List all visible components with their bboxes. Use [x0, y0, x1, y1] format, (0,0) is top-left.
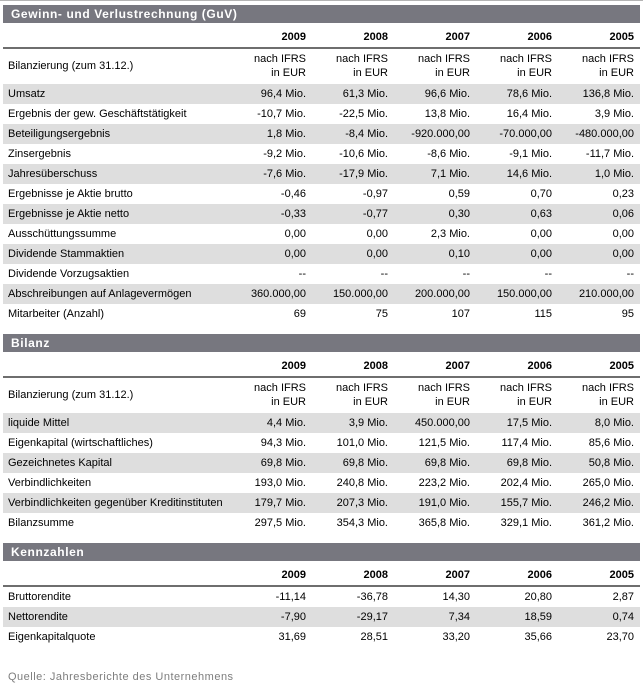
table-row [3, 104, 640, 124]
cell-value: -- [298, 268, 306, 280]
bilanz-table [3, 352, 640, 533]
cell-value: 28,51 [360, 631, 388, 643]
cell-value: 2,3 Mio. [430, 228, 470, 240]
cell-value: -9,1 Mio. [509, 148, 552, 160]
cell-value: 0,00 [366, 248, 388, 260]
cell-value: 0,70 [530, 188, 552, 200]
table-row [3, 586, 640, 607]
accounting-currency: in EUR [599, 67, 634, 79]
cell-value: 136,8 Mio. [582, 88, 634, 100]
cell-value: 8,0 Mio. [594, 417, 634, 429]
cell-value: 69,8 Mio. [506, 457, 552, 469]
row-label: Bruttorendite [8, 591, 71, 603]
row-label: liquide Mittel [8, 417, 70, 429]
section-title-bar-bilanz [3, 334, 640, 352]
cell-value: 95 [621, 308, 634, 320]
cell-value: 78,6 Mio. [506, 88, 552, 100]
cell-value: 329,1 Mio. [500, 517, 552, 529]
table-row [3, 513, 640, 533]
source-note: Quelle: Jahresberichte des Unternehmens [8, 671, 234, 683]
table-row [3, 84, 640, 104]
cell-value: 107 [451, 308, 470, 320]
table-row [3, 453, 640, 473]
row-label: Umsatz [8, 88, 46, 100]
row-label: Mitarbeiter (Anzahl) [8, 308, 104, 320]
cell-value: -0,97 [362, 188, 388, 200]
accounting-value [230, 377, 312, 413]
accounting-value [312, 48, 394, 84]
cell-value: 69,8 Mio. [342, 457, 388, 469]
cell-value: 155,7 Mio. [500, 497, 552, 509]
cell-value: 0,30 [448, 208, 470, 220]
year-header: 2005 [558, 352, 640, 377]
accounting-standard: nach IFRS [418, 382, 470, 394]
cell-value: 265,0 Mio. [582, 477, 634, 489]
table-row [3, 164, 640, 184]
row-label: Ausschüttungssumme [8, 228, 117, 240]
accounting-currency: in EUR [435, 67, 470, 79]
table-row [3, 493, 640, 513]
cell-value: -- [462, 268, 470, 280]
cell-value: 0,74 [612, 611, 634, 623]
table-row [3, 224, 640, 244]
year-header-row [3, 561, 640, 586]
cell-value: 0,00 [284, 228, 306, 240]
table-row [3, 184, 640, 204]
cell-value: -36,78 [356, 591, 388, 603]
cell-value: 0,00 [612, 248, 634, 260]
row-label: Jahresüberschuss [8, 168, 98, 180]
accounting-value [230, 48, 312, 84]
cell-value: 202,4 Mio. [500, 477, 552, 489]
row-label: Ergebnis der gew. Geschäftstätigkeit [8, 108, 187, 120]
cell-value: 101,0 Mio. [336, 437, 388, 449]
year-header: 2005 [558, 23, 640, 48]
cell-value: 0,00 [530, 228, 552, 240]
cell-value: 354,3 Mio. [336, 517, 388, 529]
cell-value: -11,7 Mio. [585, 148, 634, 160]
cell-value: 69 [293, 308, 306, 320]
accounting-standard: nach IFRS [254, 53, 306, 65]
cell-value: 18,59 [524, 611, 552, 623]
year-header: 2005 [558, 561, 640, 586]
cell-value: 50,8 Mio. [588, 457, 634, 469]
cell-value: -0,46 [280, 188, 306, 200]
accounting-currency: in EUR [353, 396, 388, 408]
section-guv [3, 5, 640, 324]
row-label: Bilanzierung (zum 31.12.) [8, 389, 134, 401]
label-column-header [3, 23, 230, 48]
cell-value: 14,30 [442, 591, 470, 603]
kennzahlen-table [3, 561, 640, 647]
cell-value: 179,7 Mio. [254, 497, 306, 509]
cell-value: 121,5 Mio. [418, 437, 470, 449]
cell-value: 297,5 Mio. [254, 517, 306, 529]
table-row [3, 627, 640, 647]
cell-value: 3,9 Mio. [348, 417, 388, 429]
table-row [3, 244, 640, 264]
cell-value: -8,6 Mio. [427, 148, 470, 160]
table-row [3, 607, 640, 627]
cell-value: 14,6 Mio. [506, 168, 552, 180]
year-header: 2007 [394, 561, 476, 586]
year-header: 2008 [312, 352, 394, 377]
year-header: 2008 [312, 23, 394, 48]
cell-value: 207,3 Mio. [336, 497, 388, 509]
year-header: 2006 [476, 23, 558, 48]
table-row [3, 124, 640, 144]
year-header: 2009 [230, 352, 312, 377]
cell-value: 69,8 Mio. [260, 457, 306, 469]
row-label: Dividende Vorzugsaktien [8, 268, 130, 280]
accounting-currency: in EUR [517, 396, 552, 408]
accounting-standard: nach IFRS [500, 53, 552, 65]
cell-value: -7,6 Mio. [263, 168, 306, 180]
cell-value: 2,87 [612, 591, 634, 603]
cell-value: 0,00 [612, 228, 634, 240]
cell-value: 240,8 Mio. [336, 477, 388, 489]
accounting-value [394, 377, 476, 413]
cell-value: 1,0 Mio. [594, 168, 634, 180]
cell-value: -10,6 Mio. [339, 148, 388, 160]
row-label: Dividende Stammaktien [8, 248, 125, 260]
cell-value: 150.000,00 [332, 288, 388, 300]
row-label: Eigenkapitalquote [8, 631, 96, 643]
accounting-currency: in EUR [599, 396, 634, 408]
cell-value: 69,8 Mio. [424, 457, 470, 469]
table-row [3, 413, 640, 433]
accounting-currency: in EUR [271, 396, 306, 408]
cell-value: 0,00 [530, 248, 552, 260]
cell-value: 94,3 Mio. [260, 437, 306, 449]
cell-value: 200.000,00 [414, 288, 470, 300]
cell-value: -11,14 [275, 591, 306, 603]
table-row [3, 473, 640, 493]
cell-value: 223,2 Mio. [418, 477, 470, 489]
cell-value: -0,77 [362, 208, 388, 220]
cell-value: 0,63 [530, 208, 552, 220]
cell-value: 0,23 [612, 188, 634, 200]
year-header: 2009 [230, 561, 312, 586]
accounting-value [558, 377, 640, 413]
cell-value: 96,4 Mio. [260, 88, 306, 100]
cell-value: 13,8 Mio. [424, 108, 470, 120]
cell-value: -0,33 [280, 208, 306, 220]
accounting-row [3, 377, 640, 413]
cell-value: 360.000,00 [250, 288, 306, 300]
section-bilanz [3, 334, 640, 533]
section-title: Kennzahlen [11, 545, 85, 559]
cell-value: -- [626, 268, 634, 280]
accounting-standard: nach IFRS [500, 382, 552, 394]
year-header: 2007 [394, 23, 476, 48]
accounting-value [312, 377, 394, 413]
cell-value: -9,2 Mio. [263, 148, 306, 160]
year-header: 2007 [394, 352, 476, 377]
cell-value: -- [544, 268, 552, 280]
cell-value: 33,20 [442, 631, 470, 643]
cell-value: 193,0 Mio. [254, 477, 306, 489]
table-row [3, 284, 640, 304]
cell-value: 117,4 Mio. [501, 437, 552, 449]
cell-value: 20,80 [524, 591, 552, 603]
label-column-header [3, 352, 230, 377]
accounting-currency: in EUR [517, 67, 552, 79]
cell-value: 1,8 Mio. [266, 128, 306, 140]
table-row [3, 204, 640, 224]
cell-value: 96,6 Mio. [424, 88, 470, 100]
row-label: Verbindlichkeiten gegenüber Kreditinstituten [8, 497, 223, 509]
financial-report [0, 1, 643, 695]
cell-value: -29,17 [356, 611, 388, 623]
cell-value: -70.000,00 [499, 128, 552, 140]
row-label: Bilanzierung (zum 31.12.) [8, 60, 134, 72]
cell-value: 0,06 [612, 208, 634, 220]
guv-table [3, 23, 640, 324]
cell-value: -8,4 Mio. [345, 128, 388, 140]
year-header: 2008 [312, 561, 394, 586]
cell-value: 61,3 Mio. [342, 88, 388, 100]
cell-value: -10,7 Mio. [257, 108, 306, 120]
year-header-row [3, 23, 640, 48]
cell-value: 191,0 Mio. [418, 497, 470, 509]
cell-value: 23,70 [606, 631, 634, 643]
cell-value: 75 [375, 308, 388, 320]
row-label: Gezeichnetes Kapital [8, 457, 112, 469]
cell-value: 150.000,00 [496, 288, 552, 300]
cell-value: 115 [534, 308, 552, 320]
table-row [3, 433, 640, 453]
row-label: Bilanzsumme [8, 517, 75, 529]
accounting-standard: nach IFRS [582, 53, 634, 65]
cell-value: 7,34 [448, 611, 470, 623]
cell-value: 0,00 [284, 248, 306, 260]
accounting-value [558, 48, 640, 84]
row-label: Ergebnisse je Aktie brutto [8, 188, 133, 200]
row-label: Abschreibungen auf Anlagevermögen [8, 288, 192, 300]
cell-value: -- [380, 268, 388, 280]
year-header: 2009 [230, 23, 312, 48]
row-label: Zinsergebnis [8, 148, 71, 160]
section-kennzahlen [3, 543, 640, 647]
cell-value: 210.000,00 [578, 288, 634, 300]
cell-value: -17,9 Mio. [339, 168, 388, 180]
cell-value: 4,4 Mio. [266, 417, 306, 429]
section-title: Bilanz [11, 336, 50, 350]
cell-value: 35,66 [524, 631, 552, 643]
section-title-bar-kennzahlen [3, 543, 640, 561]
cell-value: -920.000,00 [411, 128, 470, 140]
cell-value: 31,69 [278, 631, 306, 643]
cell-value: -7,90 [280, 611, 306, 623]
accounting-value [394, 48, 476, 84]
cell-value: 0,59 [448, 188, 470, 200]
accounting-standard: nach IFRS [254, 382, 306, 394]
cell-value: 361,2 Mio. [582, 517, 634, 529]
cell-value: -480.000,00 [575, 128, 634, 140]
cell-value: 16,4 Mio. [506, 108, 552, 120]
accounting-standard: nach IFRS [336, 53, 388, 65]
accounting-row [3, 48, 640, 84]
row-label: Ergebnisse je Aktie netto [8, 208, 130, 220]
year-header: 2006 [476, 352, 558, 377]
row-label: Eigenkapital (wirtschaftliches) [8, 437, 153, 449]
accounting-value [476, 48, 558, 84]
cell-value: 246,2 Mio. [582, 497, 634, 509]
accounting-standard: nach IFRS [418, 53, 470, 65]
section-title-bar-guv [3, 5, 640, 23]
table-row [3, 144, 640, 164]
cell-value: 365,8 Mio. [418, 517, 470, 529]
row-label: Beteiligungsergebnis [8, 128, 111, 140]
cell-value: 450.000,00 [414, 417, 470, 429]
label-column-header [3, 561, 230, 586]
cell-value: 85,6 Mio. [588, 437, 634, 449]
cell-value: 7,1 Mio. [430, 168, 470, 180]
accounting-currency: in EUR [353, 67, 388, 79]
cell-value: 0,00 [366, 228, 388, 240]
section-title: Gewinn- und Verlustrechnung (GuV) [11, 7, 238, 21]
cell-value: 17,5 Mio. [506, 417, 552, 429]
year-header: 2006 [476, 561, 558, 586]
cell-value: -22,5 Mio. [339, 108, 388, 120]
year-header-row [3, 352, 640, 377]
row-label: Nettorendite [8, 611, 68, 623]
cell-value: 3,9 Mio. [594, 108, 634, 120]
accounting-currency: in EUR [435, 396, 470, 408]
row-label: Verbindlichkeiten [8, 477, 92, 489]
table-row [3, 304, 640, 324]
table-row [3, 264, 640, 284]
cell-value: 0,10 [448, 248, 470, 260]
accounting-currency: in EUR [271, 67, 306, 79]
accounting-standard: nach IFRS [336, 382, 388, 394]
accounting-value [476, 377, 558, 413]
accounting-standard: nach IFRS [582, 382, 634, 394]
